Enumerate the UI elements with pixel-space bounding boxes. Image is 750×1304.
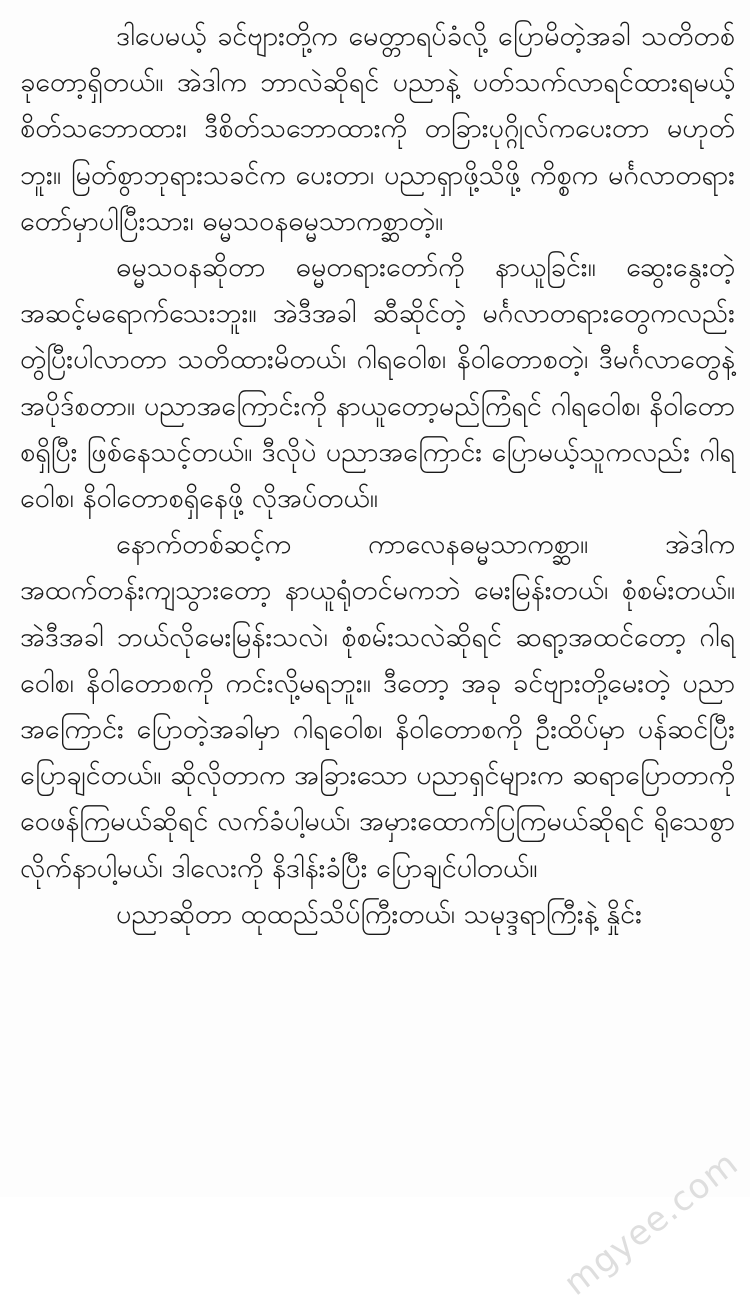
paragraph-2: ဓမ္မသဝနဆိုတာ ဓမ္မတရားတော်ကို နာယူခြင်း။ ဆွေးနွေးတဲ့ အဆင့်မရောက်သေးဘူး။ အဲဒီအခါ ဆီဆိုင်တဲ့ မင်္ဂလာတရားတွေကလည်း တွဲပြီးပါလာတာ သတိထားမိတယ်၊ ဂါရဝေါစ၊ နိဝါတောစတဲ့၊ ဒီမင်္ဂလာတွေနဲ့ အပိုဒ်စတာ။ ပညာအကြောင်းကို နာယူတော့မည်ကြံရင် ဂါရဝေါစ၊ နိဝါတောစရှိပြီး ဖြစ်နေသင့်တယ်။ ဒီလိုပဲ ပညာအကြောင်း ပြောမယ့်သူကလည်း ဂါရဝေါစ၊ နိဝါတောစရှိနေဖို့ လိုအပ်တယ်။ [20, 252, 735, 515]
paragraph-3: နောက်တစ်ဆင့်က ကာလေနဓမ္မသာကစ္ဆာ။ အဲဒါက အထက်တန်းကျသွားတော့ နာယူရုံတင်မကဘဲ မေးမြန်းတယ်၊ စုံစမ်းတယ်။ အဲဒီအခါ ဘယ်လိုမေးမြန်းသလဲ၊ စုံစမ်းသလဲဆိုရင် ဆရာ့အထင်တော့ ဂါရဝေါစ၊ နိဝါတောစကို ကင်းလို့မရဘူး။ ဒီတော့ အခု ခင်ဗျားတို့မေးတဲ့ ပညာအကြောင်း ပြောတဲ့အခါမှာ ဂါရဝေါစ၊ နိဝါတောစကို ဦးထိပ်မှာ ပန်ဆင်ပြီး ပြောချင်တယ်။ ဆိုလိုတာက အခြားသော ပညာရှင်များက ဆရာပြောတာကို ဝေဖန်ကြမယ်ဆိုရင် လက်ခံပါ့မယ်၊ အမှားထောက်ပြကြမယ်ဆိုရင် ရိုသေစွာ လိုက်နာပါ့မယ်၊ ဒါလေးကို နိဒါန်းခံပြီး ပြောချင်ပါတယ်။ [20, 529, 735, 884]
document-body [20, 14, 735, 938]
paragraph-1: ဒါပေမယ့် ခင်ဗျားတို့က မေတ္တာရပ်ခံလို့ ပြောမိတဲ့အခါ သတိတစ်ခုတော့ရှိတယ်။ အဲဒါက ဘာလဲဆိုရင် ပညာနဲ့ ပတ်သက်လာရင်ထားရမယ့် စိတ်သဘောထား၊ ဒီစိတ်သဘောထားကို တခြားပုဂ္ဂိုလ်ကပေးတာ မဟုတ်ဘူး။ မြတ်စွာဘုရားသခင်က ပေးတာ၊ ပညာရှာဖို့သိဖို့ ကိစ္စက မင်္ဂလာတရားတော်မှာပါပြီးသား၊ ဓမ္မသဝနဓမ္မသာကစ္ဆာတဲ့။ [20, 21, 735, 237]
paragraph-4: ပညာဆိုတာ ထုထည်သိပ်ကြီးတယ်၊ သမုဒ္ဒရာကြီးနဲ့ နှိုင်း [116, 898, 643, 930]
watermark: mgyee.com [556, 1143, 746, 1304]
